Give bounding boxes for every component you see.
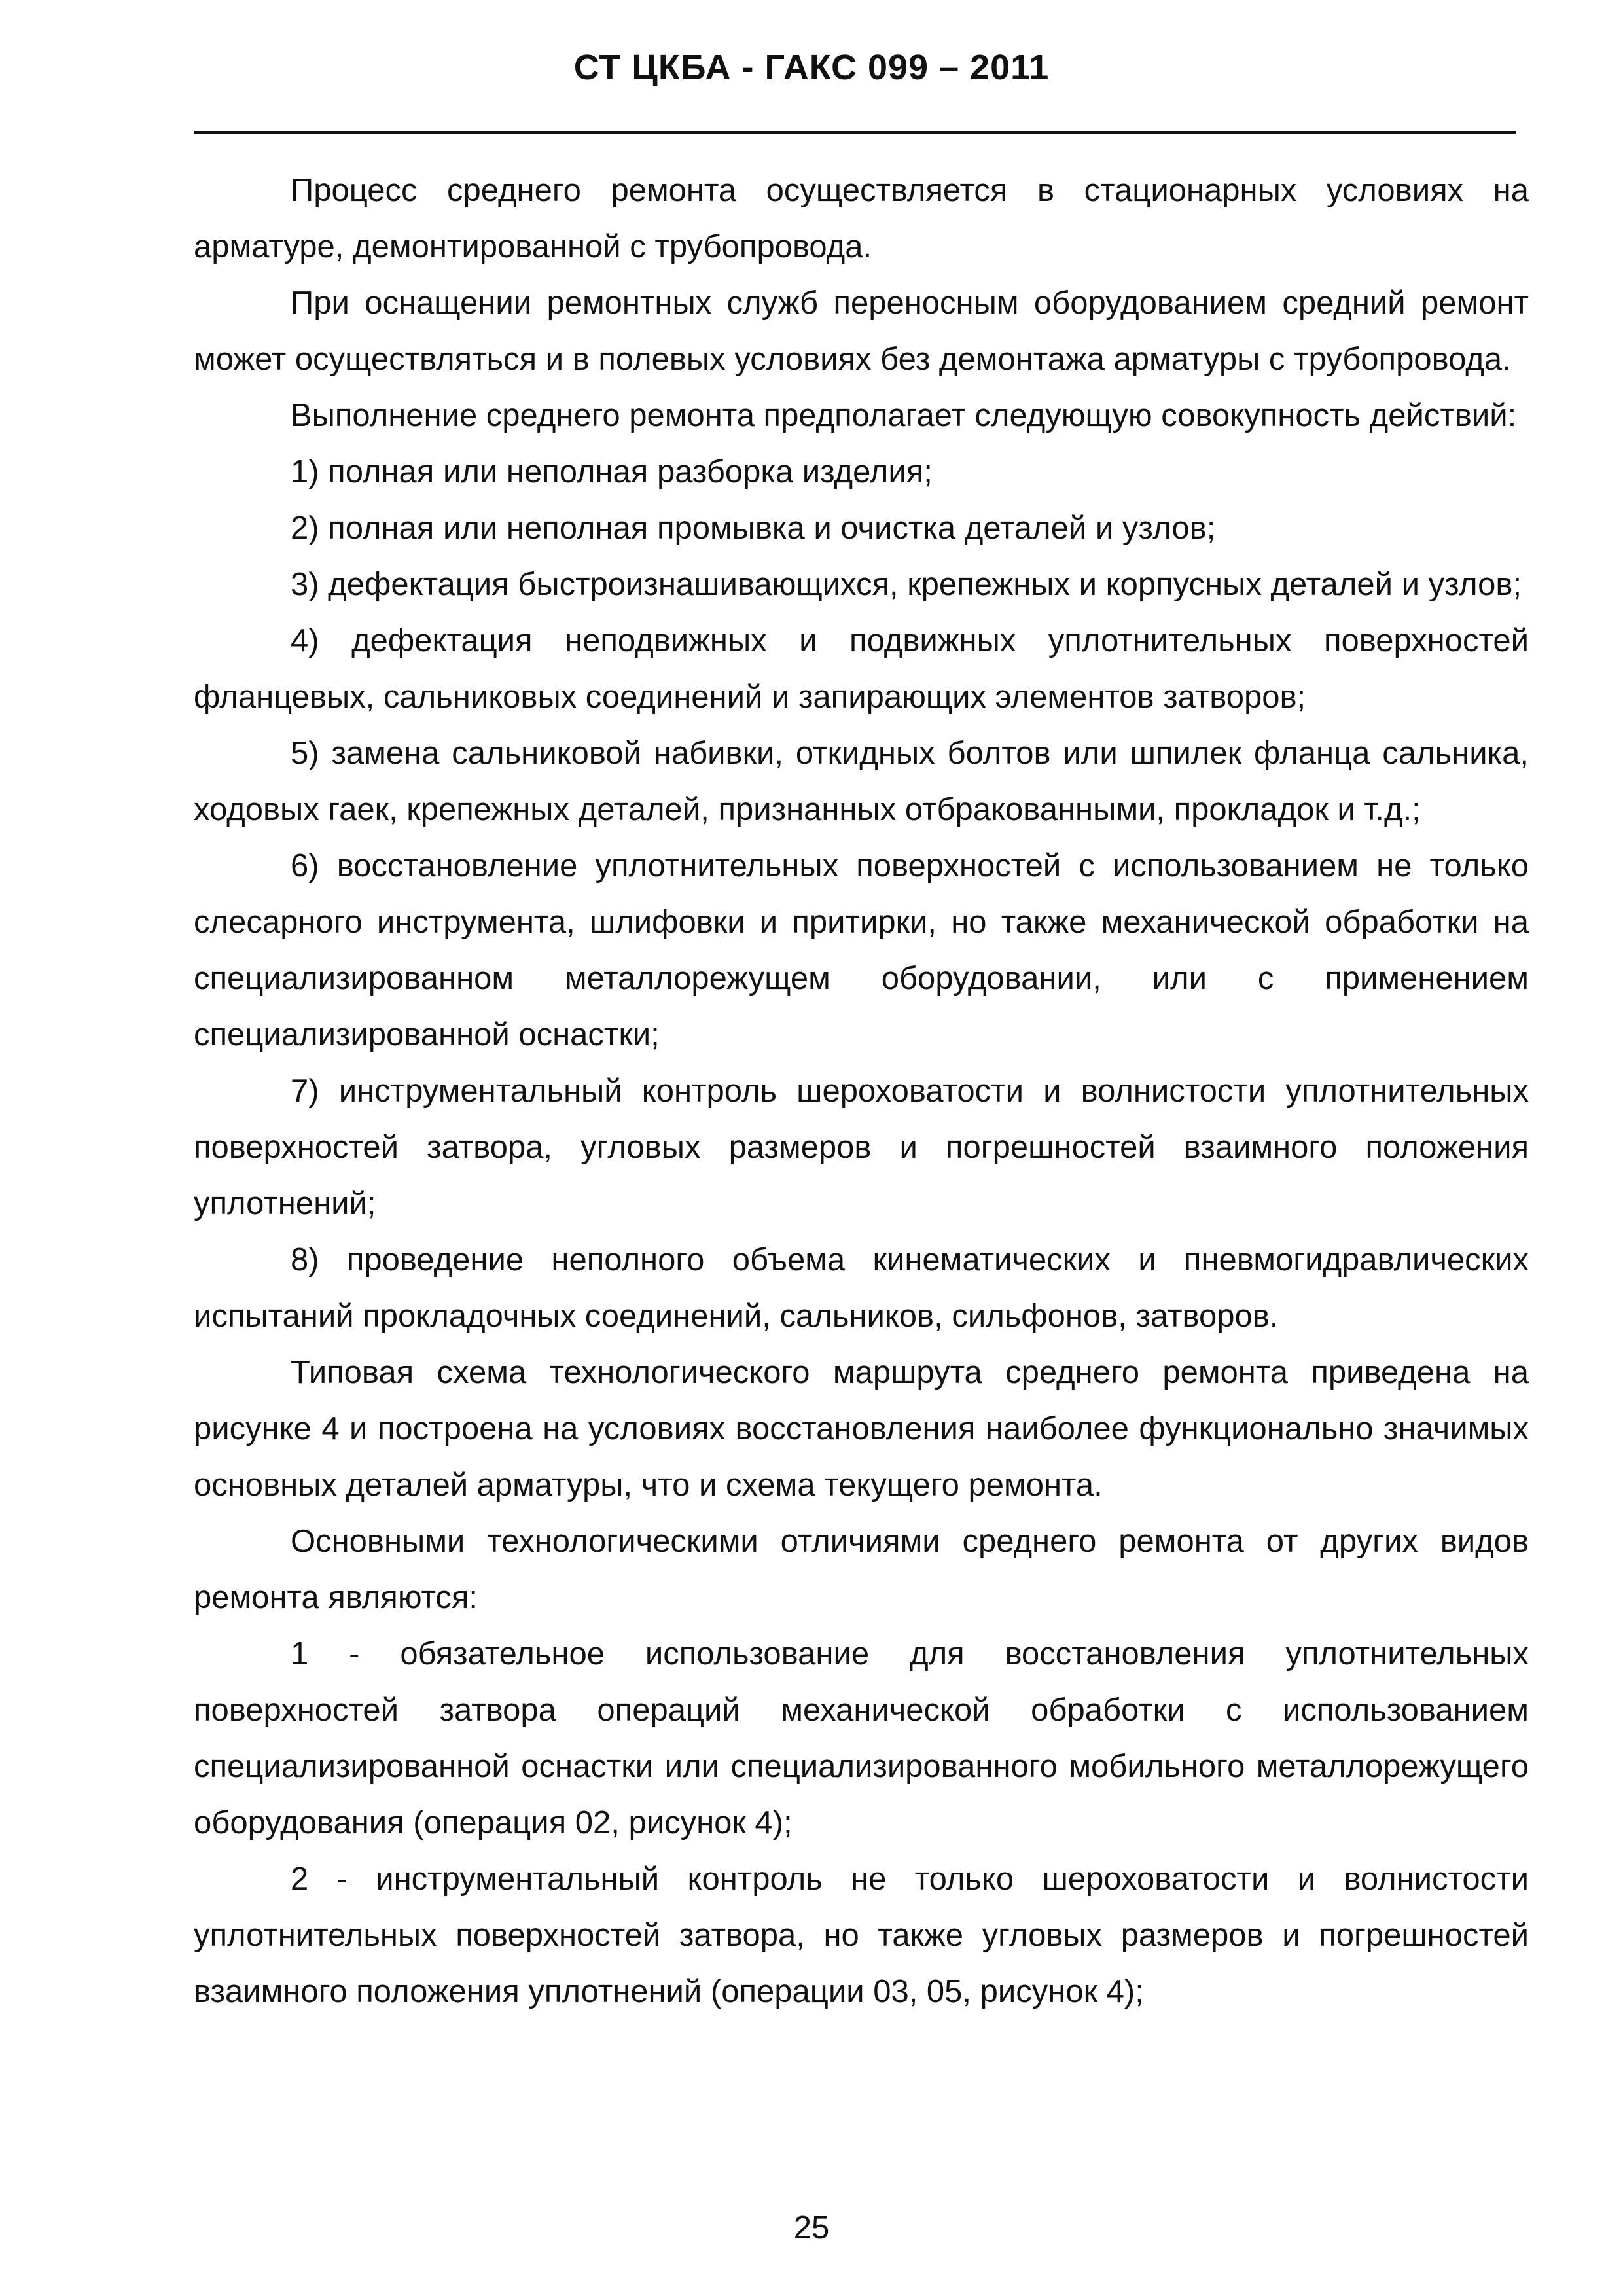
paragraph-differences-intro: Основными технологическими отличиями среднего ремонта от других видов ремонта являются: — [194, 1524, 1529, 1615]
list-item-instrumental-control: 7) инструментальный контроль шероховатости и волнистости уплотнительных поверхностей затвора, угловых размеров и погрешностей взаимного положения уплотнений; — [194, 1073, 1529, 1221]
list-item-defect-detection-parts: 3) дефектация быстроизнашивающихся, крепежных и корпусных деталей и узлов; — [291, 567, 1522, 602]
list-item-disassembly: 1) полная или неполная разборка изделия; — [291, 454, 933, 490]
list-item-testing: 8) проведение неполного объема кинематических и пневмогидравлических испытаний прокладочных соединений, сальников, сильфонов, затворов. — [194, 1242, 1529, 1334]
list-item-washing: 2) полная или неполная промывка и очистка деталей и узлов; — [291, 511, 1216, 546]
paragraph-actions-intro: Выполнение среднего ремонта предполагает следующую совокупность действий: — [291, 398, 1517, 433]
paragraph-repair-conditions: Процесс среднего ремонта осуществляется в стационарных условиях на арматуре, демонтированной с трубопровода. — [194, 173, 1529, 264]
list-item-difference-1: 1 - обязательное использование для восстановления уплотнительных поверхностей затвора операций механической обработки с использованием специализированной оснастки или специализированного мобильного металлорежущего оборудования (операция 02, рисунок 4); — [194, 1636, 1529, 1840]
document-body — [194, 162, 1529, 2020]
list-item-replacement: 5) замена сальниковой набивки, откидных болтов или шпилек фланца сальника, ходовых гаек, крепежных деталей, признанных отбракованными, прокладок и т.д.; — [194, 736, 1529, 827]
list-item-surface-restoration: 6) восстановление уплотнительных поверхностей с использованием не только слесарного инструмента, шлифовки и притирки, но также механической обработки на специализированном металлорежущем оборудовании, или с применением специализированной оснастки; — [194, 848, 1529, 1052]
document-header: СТ ЦКБА - ГАКС 099 – 2011 — [573, 48, 1050, 87]
paragraph-field-repair: При оснащении ремонтных служб переносным оборудованием средний ремонт может осуществляться и в полевых условиях без демонтажа арматуры с трубопровода. — [194, 285, 1529, 377]
list-item-difference-2: 2 - инструментальный контроль не только шероховатости и волнистости уплотнительных поверхностей затвора, но также угловых размеров и погрешностей взаимного положения уплотнений (операции 03, 05, рисунок 4); — [194, 1861, 1529, 2009]
page-number: 25 — [793, 2210, 830, 2246]
list-item-defect-detection-surfaces: 4) дефектация неподвижных и подвижных уплотнительных поверхностей фланцевых, сальниковых соединений и запирающих элементов затворов; — [194, 623, 1529, 715]
paragraph-typical-route: Типовая схема технологического маршрута среднего ремонта приведена на рисунке 4 и построена на условиях восстановления наиболее функционально значимых основных деталей арматуры, что и схема текущего ремонта. — [194, 1355, 1529, 1503]
header-divider — [194, 131, 1516, 134]
